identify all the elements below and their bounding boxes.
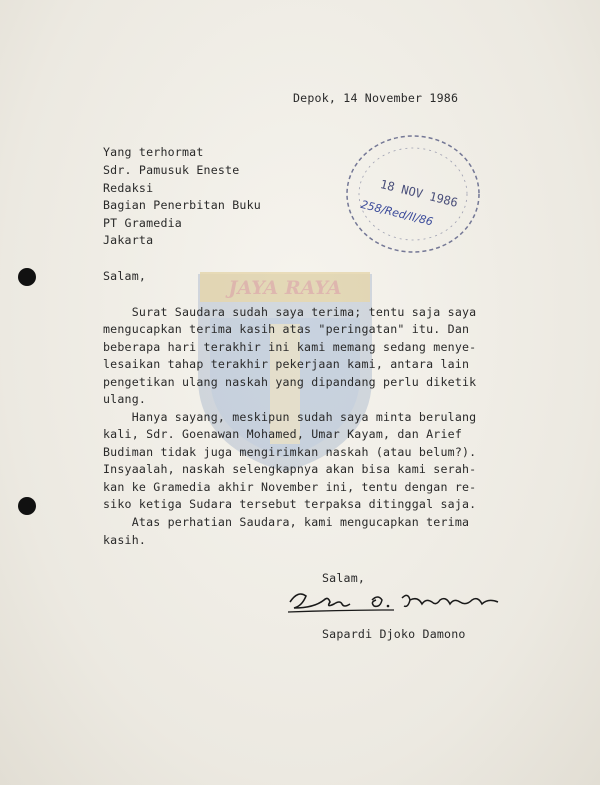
body-line: siko ketiga Sudara tersebut terpaksa ditinggal saja. [103,497,477,511]
punch-hole [18,268,36,286]
body-line: beberapa hari terakhir ini kami memang sedang menye- [103,340,477,354]
body-line: pengetikan ulang naskah yang dipandang perlu diketik [103,375,477,389]
stamp-date: 18 NOV 1986 [378,177,460,210]
closing: Salam, [322,571,366,585]
body-line: ulang. [103,392,147,406]
recipient-line: Bagian Penerbitan Buku [103,198,261,212]
body-line: mengucapkan terima kasih atas "peringatan" itu. Dan [103,322,470,336]
received-stamp [343,128,483,258]
recipient-line: PT Gramedia [103,216,182,230]
body-line: kasih. [103,533,147,547]
handwritten-signature [284,586,524,616]
body-line: Surat Saudara sudah saya terima; tentu saja saya [103,305,477,319]
stamp-reference: 258/Red/II/86 [359,197,435,229]
body-line: lesaikan tahap terakhir pekerjaan kami, antara lain [103,357,470,371]
watermark-text: JAYA RAYA [228,277,342,299]
body-line: Hanya sayang, meskipun sudah saya minta berulang [103,410,477,424]
signer-name: Sapardi Djoko Damono [322,627,466,641]
recipient-line: Redaksi [103,181,154,195]
recipient-line: Yang terhormat [103,145,204,159]
punch-hole [18,497,36,515]
recipient-line: Jakarta [103,233,154,247]
body-line: Insyaalah, naskah selengkapnya akan bisa kami serah- [103,462,477,476]
date-line: Depok, 14 November 1986 [293,91,459,105]
greeting: Salam, [103,269,147,283]
body-line: kali, Sdr. Goenawan Mohamed, Umar Kayam, dan Arief [103,427,463,441]
body-line: kan ke Gramedia akhir November ini, tentu dengan re- [103,480,477,494]
recipient-line: Sdr. Pamusuk Eneste [103,163,240,177]
body-line: Atas perhatian Saudara, kami mengucapkan terima [103,515,470,529]
body-line: Budiman tidak juga mengirimkan naskah (atau belum?). [103,445,477,459]
